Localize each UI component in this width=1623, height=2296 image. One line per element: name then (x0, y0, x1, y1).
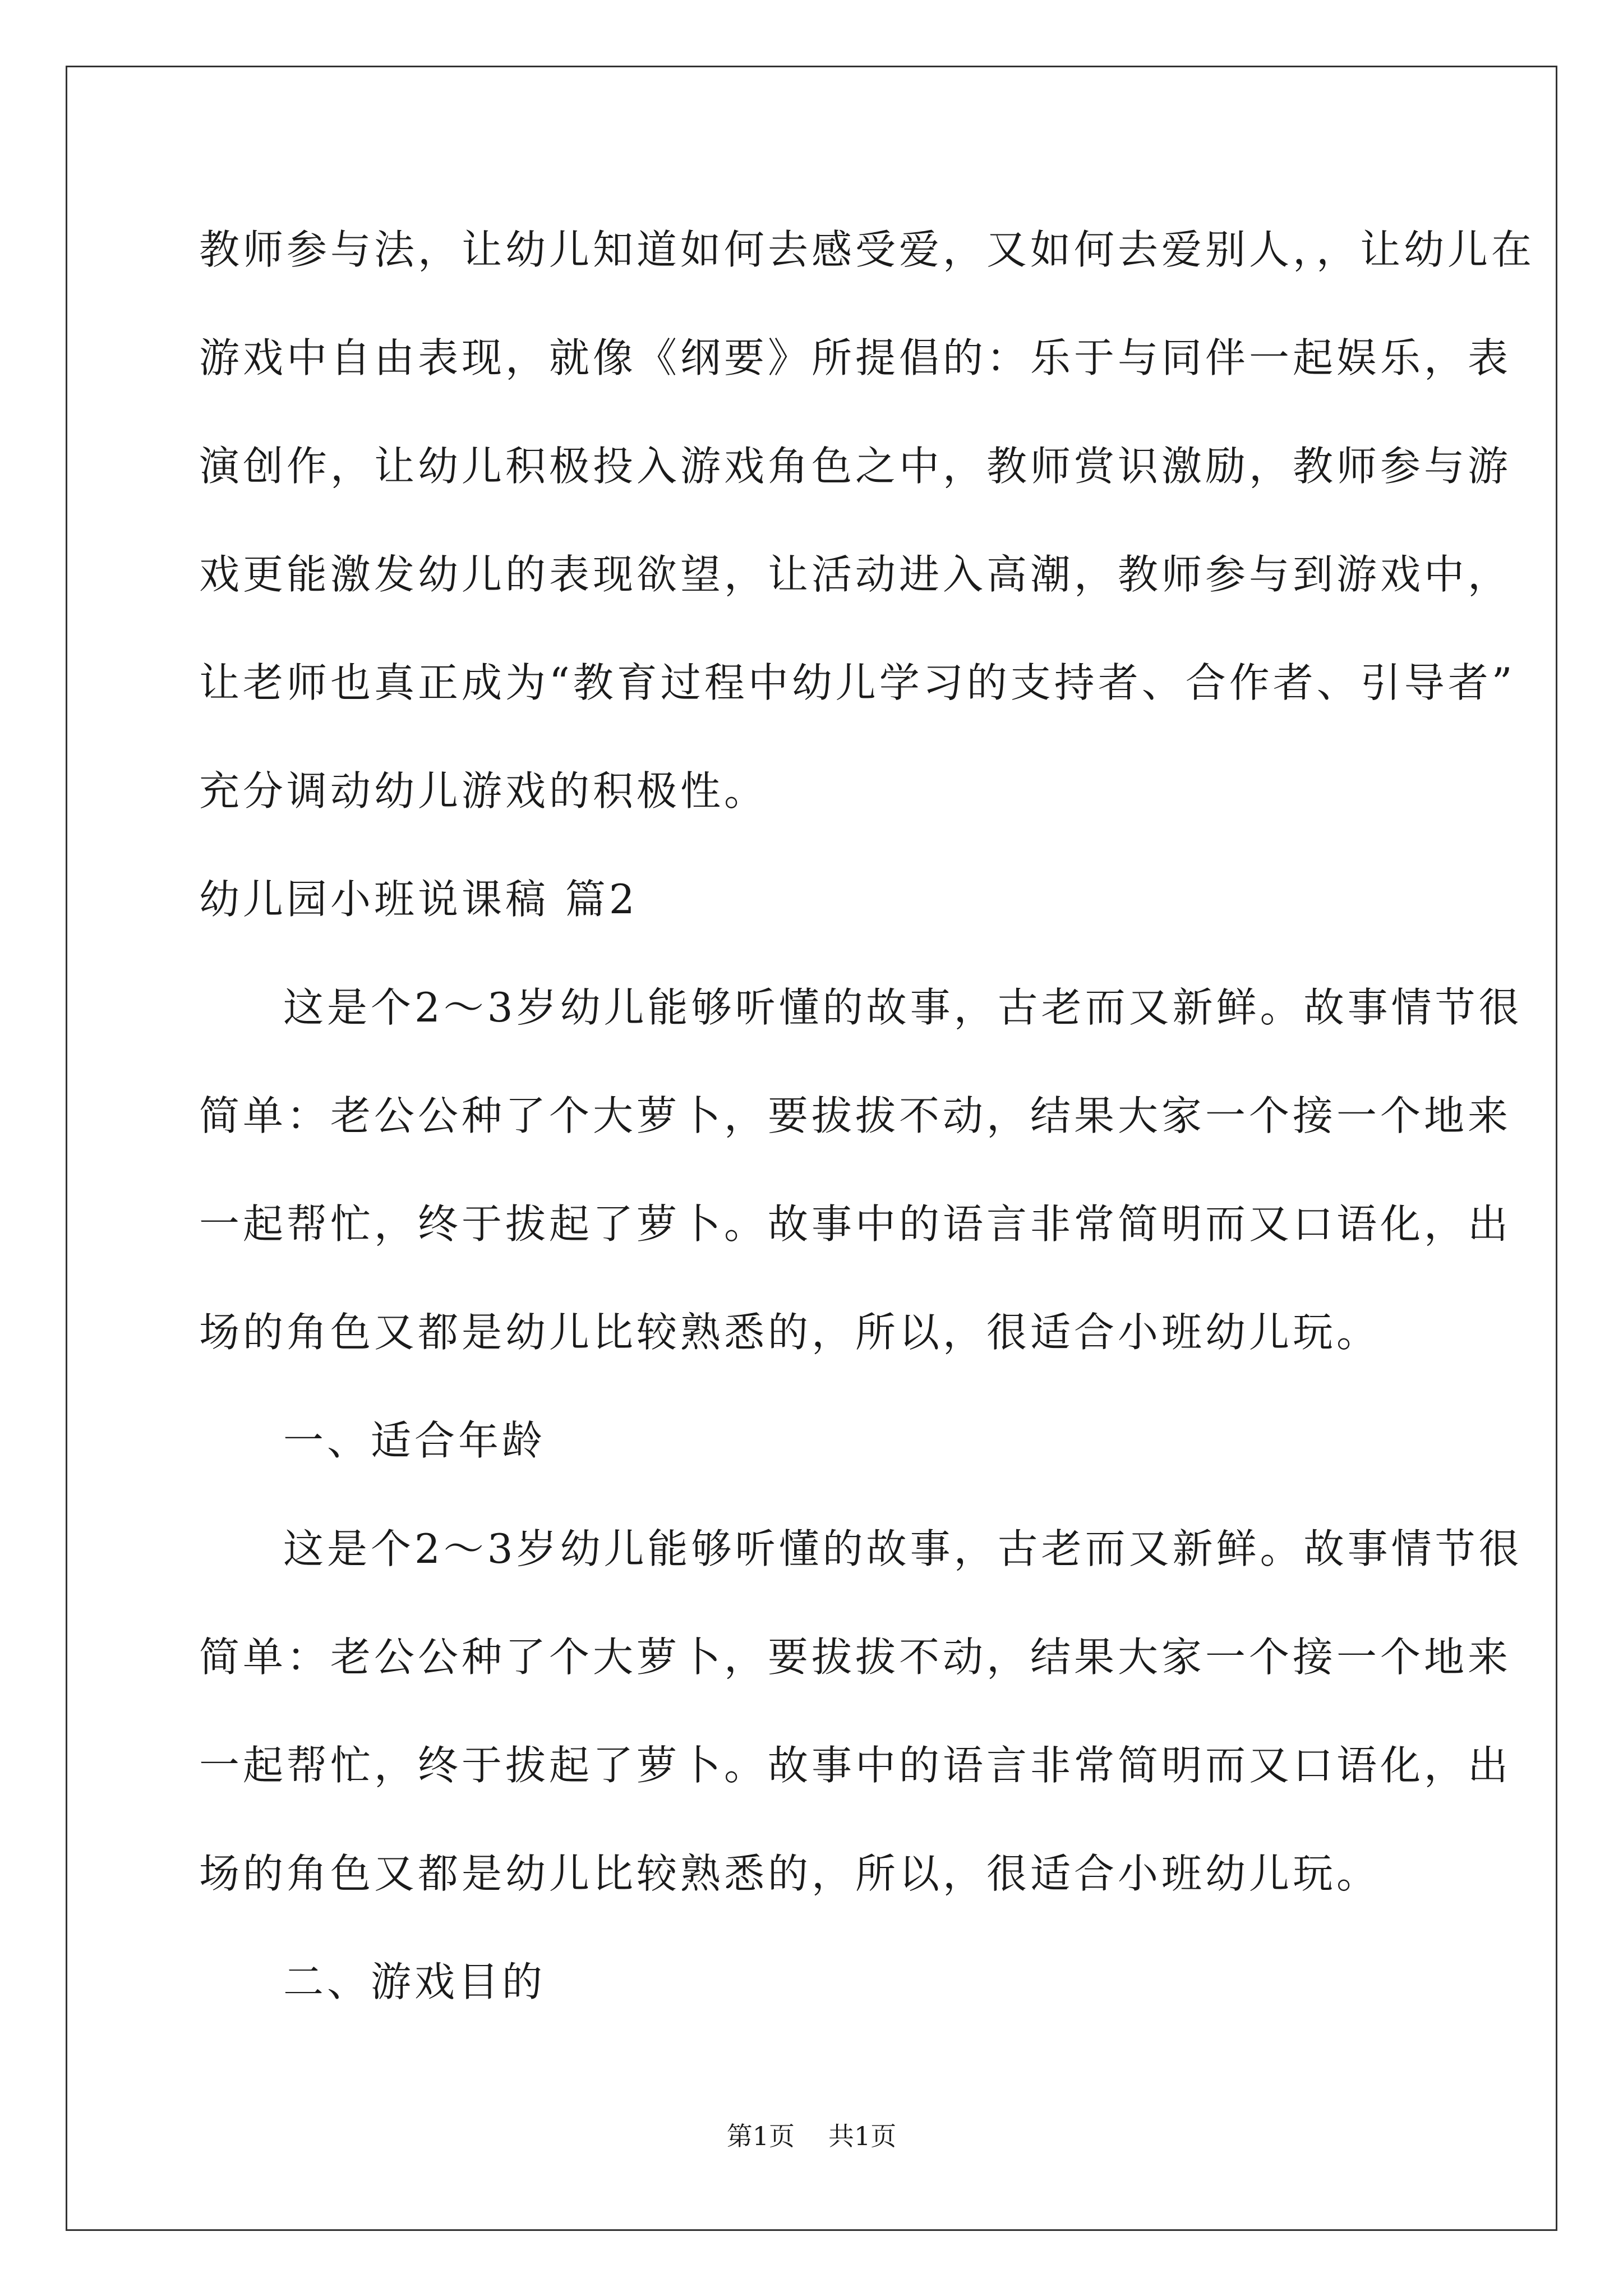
paragraph-line: 这是个2～3岁幼儿能够听懂的故事，古老而又新鲜。故事情节很 (283, 984, 1523, 1031)
paragraph-line: 简单：老公公种了个大萝卜，要拔拔不动，结果大家一个接一个地来 (199, 1092, 1512, 1139)
paragraph-line: 这是个2～3岁幼儿能够听懂的故事，古老而又新鲜。故事情节很 (283, 1525, 1523, 1572)
page-footer (0, 2119, 1623, 2153)
document-body (199, 210, 1536, 2051)
paragraph-line: 场的角色又都是幼儿比较熟悉的，所以，很适合小班幼儿玩。 (199, 1309, 1381, 1356)
paragraph-line: 一起帮忙，终于拔起了萝卜。故事中的语言非常简明而又口语化，出 (199, 1200, 1512, 1248)
section-heading: 幼儿园小班说课稿 篇2 (199, 876, 638, 923)
page-number: 第1页 (726, 2121, 795, 2151)
page-total: 共1页 (828, 2121, 897, 2151)
paragraph-line: 游戏中自由表现，就像《纲要》所提倡的：乐于与同伴一起娱乐，表 (199, 334, 1512, 381)
subsection-heading: 二、游戏目的 (283, 1958, 546, 2005)
paragraph-line: 一起帮忙，终于拔起了萝卜。故事中的语言非常简明而又口语化，出 (199, 1742, 1512, 1789)
paragraph-line: 简单：老公公种了个大萝卜，要拔拔不动，结果大家一个接一个地来 (199, 1634, 1512, 1681)
subsection-heading: 一、适合年龄 (283, 1417, 546, 1464)
paragraph-line: 戏更能激发幼儿的表现欲望，让活动进入高潮，教师参与到游戏中， (199, 551, 1512, 598)
paragraph-line: 演创作，让幼儿积极投入游戏角色之中，教师赏识激励，教师参与游 (199, 443, 1512, 490)
paragraph-line: 充分调动幼儿游戏的积极性。 (199, 767, 768, 815)
paragraph-line: 教师参与法，让幼儿知道如何去感受爱，又如何去爱别人，，让幼儿在 (199, 226, 1536, 273)
paragraph-line: 场的角色又都是幼儿比较熟悉的，所以，很适合小班幼儿玩。 (199, 1850, 1381, 1897)
paragraph-line: 让老师也真正成为“教育过程中幼儿学习的支持者、合作者、引导者” (199, 659, 1516, 706)
